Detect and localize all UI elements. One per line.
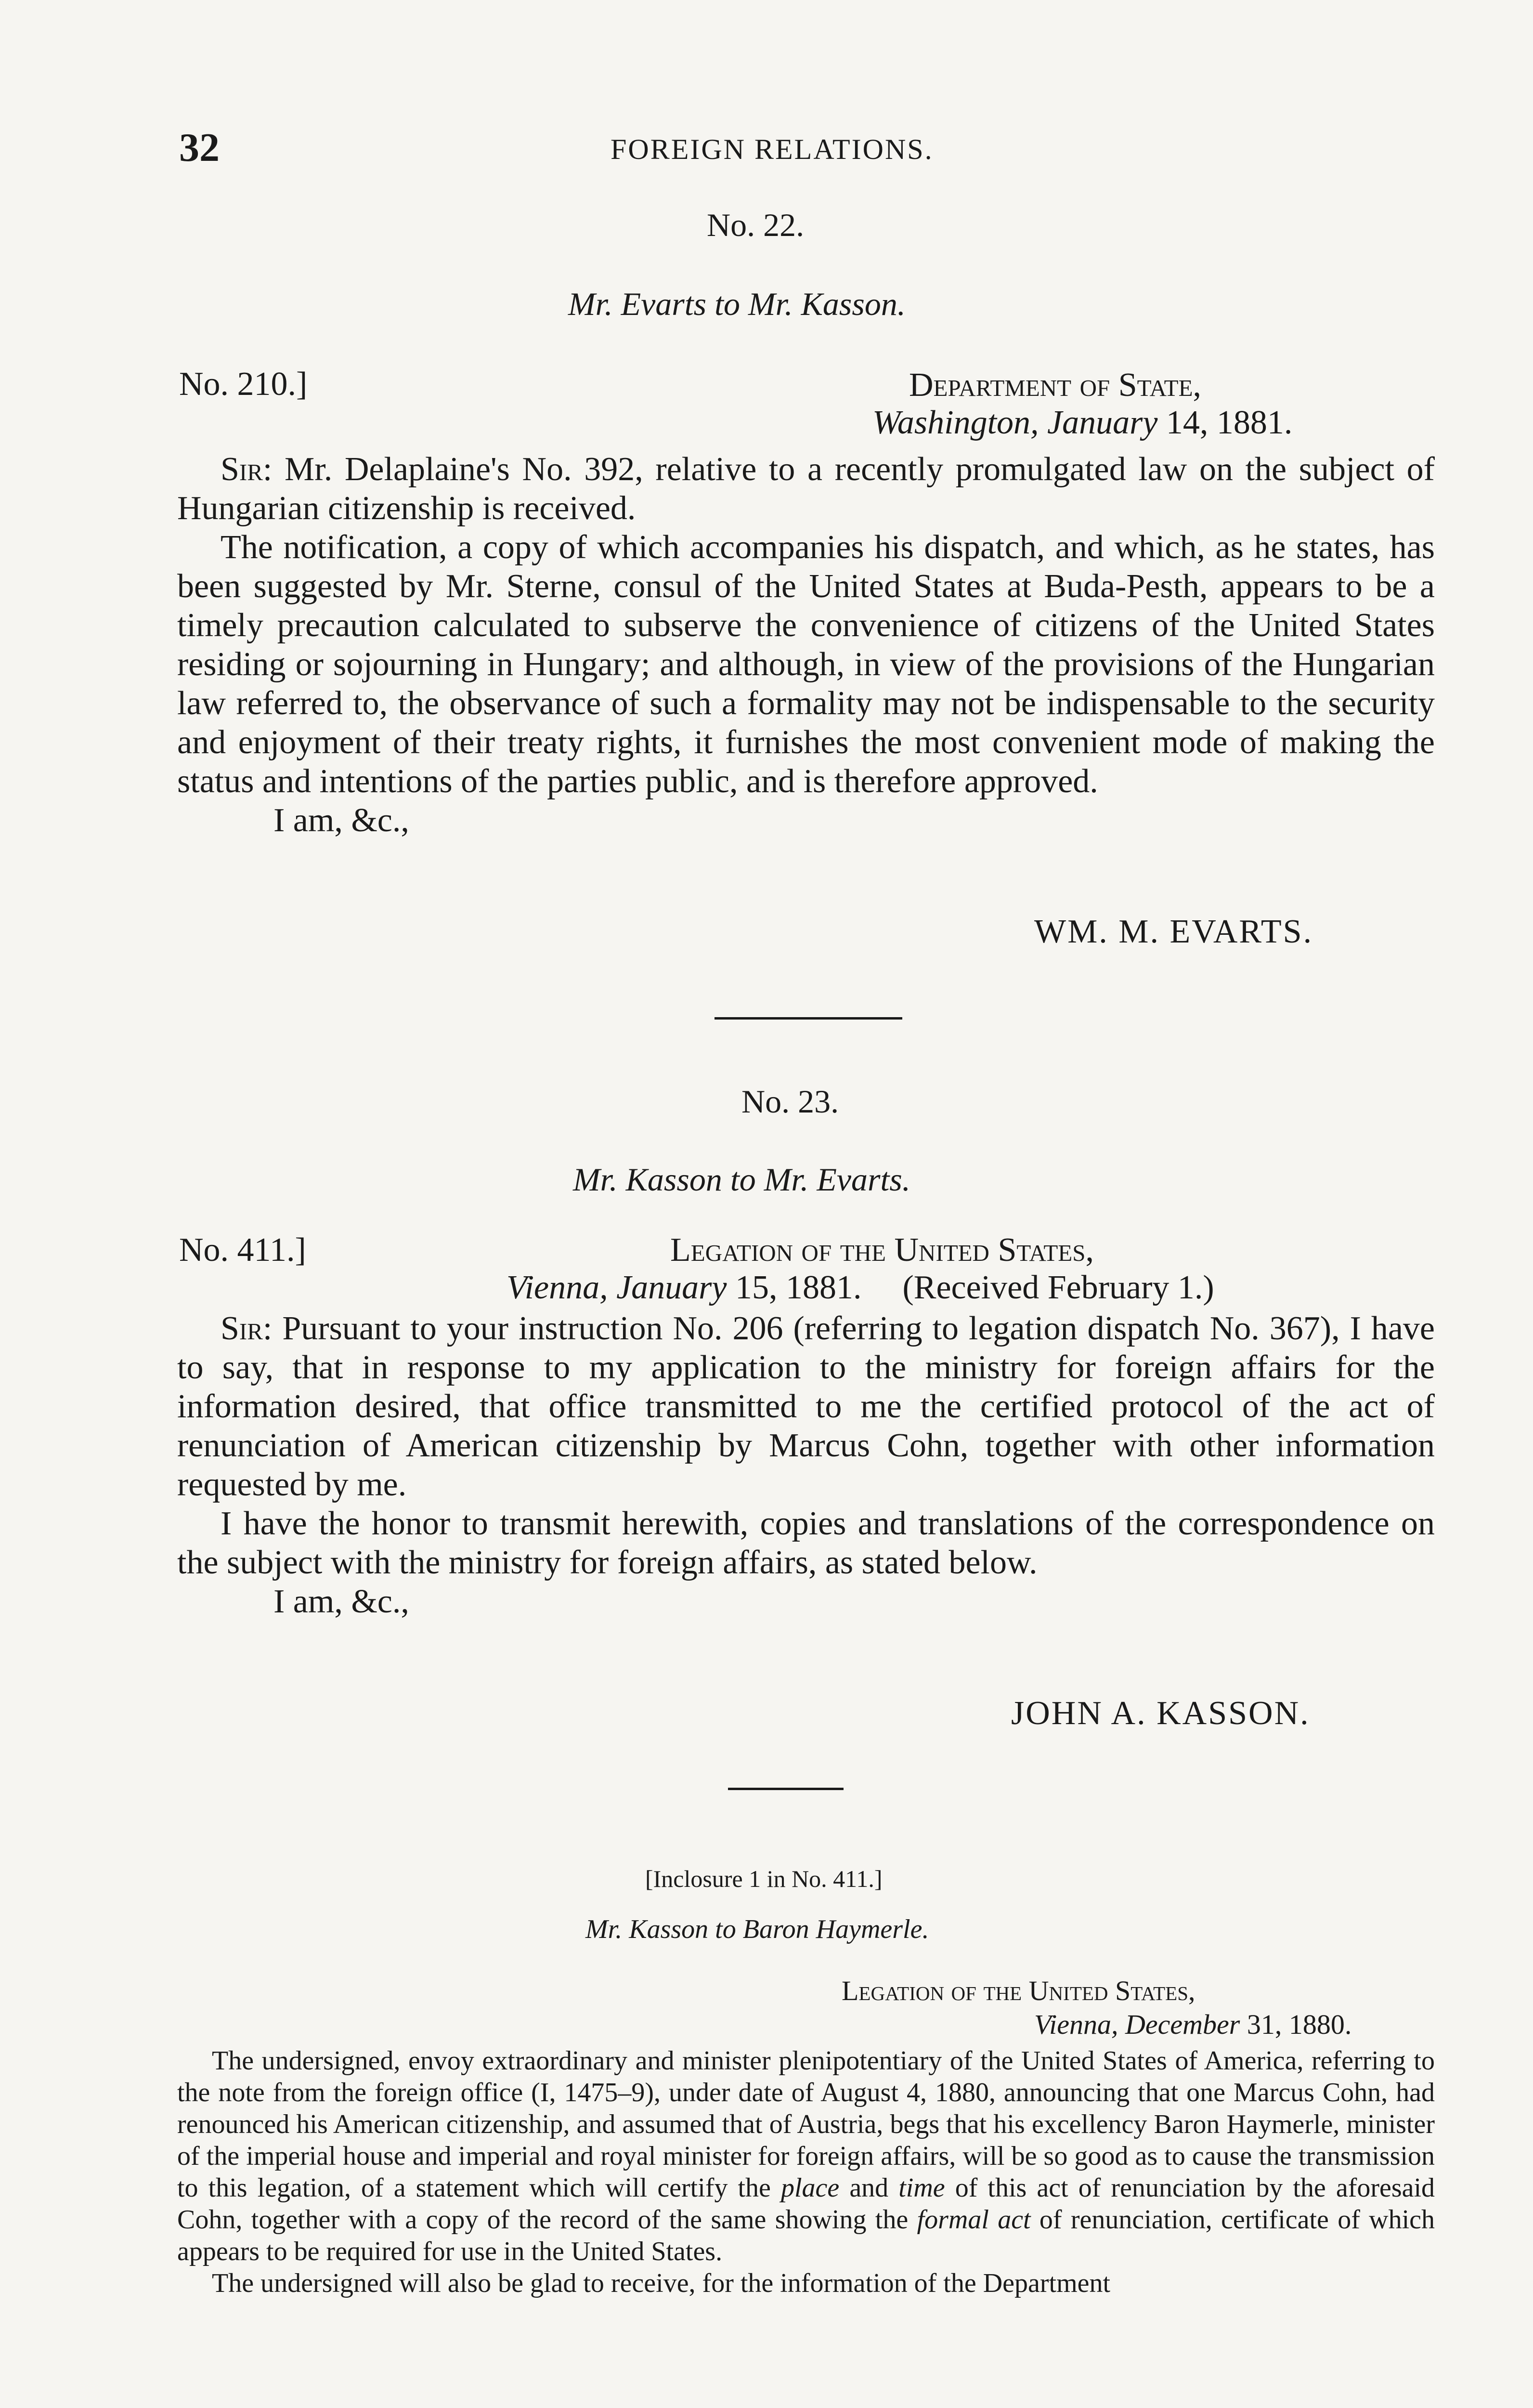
doc22-heading: Mr. Evarts to Mr. Kasson. xyxy=(568,286,906,322)
inclosure-body xyxy=(177,2045,1435,2299)
inclosure-date xyxy=(1034,2008,1351,2041)
doc23-para2: I have the honor to transmit herewith, copies and translations of the correspondence on the subject with the ministry for foreign affairs, as stated below. xyxy=(177,1505,1435,1581)
doc22-signature: WM. M. EVARTS. xyxy=(1034,913,1313,950)
inclosure-heading: Mr. Kasson to Baron Haymerle. xyxy=(585,1914,929,1944)
inclosure-para1-and: and xyxy=(849,2173,889,2203)
running-title: FOREIGN RELATIONS. xyxy=(611,133,934,165)
section-divider-2 xyxy=(728,1788,844,1790)
doc22-salutation: Sir: xyxy=(221,451,273,488)
doc23-place: Legation of the United States, xyxy=(670,1231,1094,1269)
page-number: 32 xyxy=(179,125,220,170)
doc22-ref: No. 210.] xyxy=(179,366,308,403)
doc23-number: No. 23. xyxy=(741,1083,839,1120)
doc22-number: No. 22. xyxy=(707,207,805,243)
doc22-date-month: January xyxy=(1047,404,1158,441)
inclosure-para1-place: place xyxy=(780,2173,840,2203)
inclosure-para1 xyxy=(177,2045,1435,2267)
doc22-closing: I am, &c., xyxy=(273,802,409,839)
doc23-body xyxy=(177,1309,1435,1621)
inclosure-para1-a: The undersigned, envoy extraordinary and minister plenipotentiary of the United States of America, referring to the note from the foreign office (I, 1475–9), under date of August 4, 1880, announcing that one Marcus Cohn, had renounced his American citizenship, and assumed that of Austria, begs that his excellency Baron Haymerle, minister of the imperial house and imperial and royal minister for foreign affairs, will be so good as to cause the transmission to this legation, of a statement which will certify the xyxy=(177,2046,1435,2203)
doc23-date xyxy=(507,1269,1214,1307)
doc22-date-city: Washington, xyxy=(872,404,1039,441)
inclosure-para1-c: of renunciation, certificate of which appears to be required for use in the United States. xyxy=(177,2205,1435,2266)
doc23-ref: No. 411.] xyxy=(179,1231,306,1269)
inclosure-date-month: December xyxy=(1125,2009,1240,2040)
doc23-para1 xyxy=(177,1309,1435,1504)
doc22-date-rest: 14, 1881. xyxy=(1166,404,1293,441)
doc23-salutation: Sir: xyxy=(221,1310,273,1347)
doc22-para2: The notification, a copy of which accompanies his dispatch, and which, as he states, has been suggested by Mr. Sterne, consul of the United States at Buda-Pesth, appears to be a timely precaution calculated to subserve the convenience of citizens of the United States residing or sojourning in Hungary; and although, in view of the provisions of the Hungarian law referred to, the observance of such a formality may not be indispensable to the security and enjoyment of their treaty rights, it furnishes the most convenient mode of making the status and intentions of the parties public, and is therefore approved. xyxy=(177,529,1435,800)
inclosure-para1-formal: formal act xyxy=(917,2205,1031,2235)
doc23-heading: Mr. Kasson to Mr. Evarts. xyxy=(573,1161,910,1198)
doc23-date-city: Vienna, xyxy=(507,1269,608,1306)
inclosure-para1-time: time xyxy=(898,2173,945,2203)
doc23-date-rest: 15, 1881. xyxy=(735,1269,862,1306)
inclosure-date-rest: 31, 1880. xyxy=(1247,2009,1352,2040)
doc23-para1-text: Pursuant to your instruction No. 206 (referring to legation dispatch No. 367), I have to say, that in response to my application to the ministry for foreign affairs for the information desired, that office transmitted to me the certified protocol of the act of renunciation of American citizenship by Marcus Cohn, together with other information requested by me. xyxy=(177,1310,1435,1503)
inclosure-date-city: Vienna, xyxy=(1034,2009,1118,2040)
inclosure-place: Legation of the United States, xyxy=(842,1975,1195,2006)
doc22-para1 xyxy=(177,450,1435,528)
inclosure-para1-b: of this act of renunciation by the aforesaid Cohn, together with a copy of the record of the same showing the xyxy=(177,2173,1435,2235)
doc23-signature: JOHN A. KASSON. xyxy=(1011,1695,1310,1732)
doc23-received: (Received February 1.) xyxy=(902,1269,1214,1306)
doc22-place: Department of State, xyxy=(909,366,1202,404)
doc22-date xyxy=(872,404,1292,442)
section-divider-1 xyxy=(715,1017,902,1020)
doc23-date-month: January xyxy=(616,1269,727,1306)
doc22-body xyxy=(177,450,1435,840)
doc22-para1-text: Mr. Delaplaine's No. 392, relative to a recently promulgated law on the subject of Hungarian citizenship is received. xyxy=(177,451,1435,527)
inclosure-para2: The undersigned will also be glad to receive, for the information of the Department xyxy=(212,2268,1111,2298)
doc23-closing: I am, &c., xyxy=(273,1583,409,1620)
inclosure-label: [Inclosure 1 in No. 411.] xyxy=(645,1865,883,1892)
